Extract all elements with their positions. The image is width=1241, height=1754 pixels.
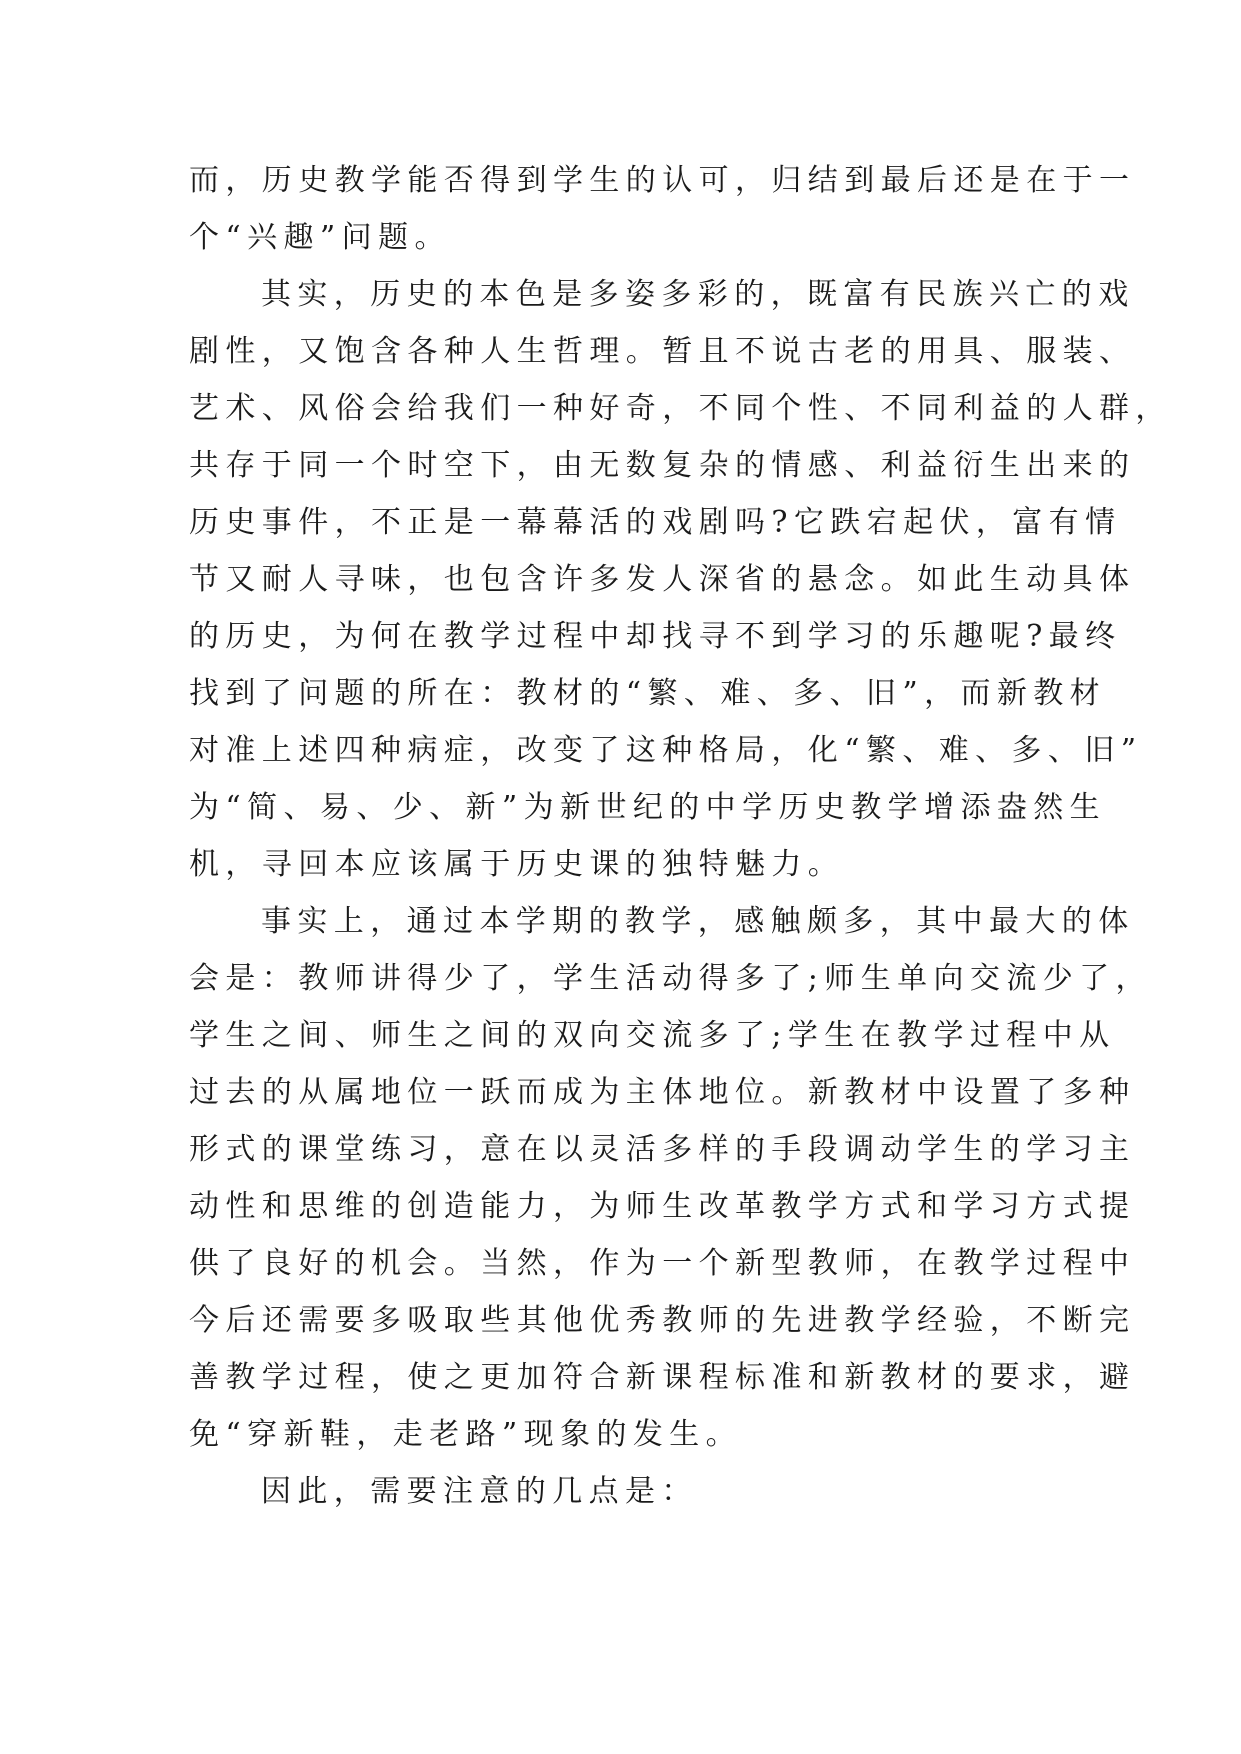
body-text: [189, 152, 1172, 1520]
text-line: 供了良好的机会。当然，作为一个新型教师，在教学过程中: [189, 1246, 1136, 1281]
text-line: 为“简、易、少、新”为新世纪的中学历史教学增添盎然生: [189, 790, 1107, 825]
text-line: 节又耐人寻味，也包含许多发人深省的悬念。如此生动具体: [189, 562, 1136, 597]
text-line: 找到了问题的所在：教材的“繁、难、多、旧”，而新教材: [189, 676, 1107, 711]
text-line: 艺术、风俗会给我们一种好奇，不同个性、不同利益的人群，: [189, 391, 1172, 426]
text-line: 而，历史教学能否得到学生的认可，归结到最后还是在于一: [189, 163, 1136, 198]
text-line: 剧性，又饱含各种人生哲理。暂且不说古老的用具、服装、: [189, 334, 1136, 369]
text-line: 今后还需要多吸取些其他优秀教师的先进教学经验，不断完: [189, 1303, 1136, 1338]
paragraph-first-line: 事实上，通过本学期的教学，感触颇多，其中最大的体: [261, 904, 1135, 939]
text-line: 会是：教师讲得少了，学生活动得多了;师生单向交流少了，: [189, 961, 1152, 996]
text-line: 善教学过程，使之更加符合新课程标准和新教材的要求，避: [189, 1360, 1136, 1395]
text-line: 免“穿新鞋，走老路”现象的发生。: [189, 1417, 743, 1452]
text-line: 形式的课堂练习，意在以灵活多样的手段调动学生的学习主: [189, 1132, 1136, 1167]
text-line: 历史事件，不正是一幕幕活的戏剧吗?它跌宕起伏，富有情: [189, 505, 1122, 540]
text-line: 动性和思维的创造能力，为师生改革教学方式和学习方式提: [189, 1189, 1136, 1224]
paragraph-first-line: 因此，需要注意的几点是：: [261, 1474, 698, 1509]
text-line: 共存于同一个时空下，由无数复杂的情感、利益衍生出来的: [189, 448, 1136, 483]
text-line: 过去的从属地位一跃而成为主体地位。新教材中设置了多种: [189, 1075, 1136, 1110]
paragraph-first-line: 其实，历史的本色是多姿多彩的，既富有民族兴亡的戏: [261, 277, 1135, 312]
text-line: 的历史，为何在教学过程中却找寻不到学习的乐趣呢?最终: [189, 619, 1122, 654]
text-line: 对准上述四种病症，改变了这种格局，化“繁、难、多、旧”: [189, 733, 1143, 768]
text-line: 学生之间、师生之间的双向交流多了;学生在教学过程中从: [189, 1018, 1116, 1053]
text-line: 个“兴趣”问题。: [189, 220, 451, 255]
text-line: 机，寻回本应该属于历史课的独特魅力。: [189, 847, 845, 882]
